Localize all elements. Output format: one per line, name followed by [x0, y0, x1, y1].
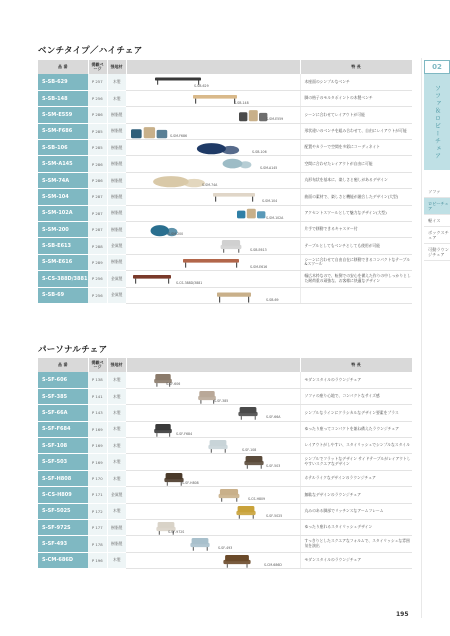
product-image [238, 108, 268, 123]
feature-text: 配置やカラーで空間を多彩にコーディネイト [300, 140, 412, 156]
product-image [216, 488, 242, 503]
product-image-label: S-SF-108 [242, 448, 257, 453]
product-code: S-SM-102A [38, 205, 88, 221]
product-image-label: S-CM-686D [264, 562, 282, 567]
page-ref: P 143 [88, 405, 107, 421]
side-nav [424, 186, 450, 261]
page-ref: P 285 [88, 123, 107, 139]
product-image-label: S-SM-102A [266, 215, 284, 220]
table-row [38, 238, 412, 254]
product-code: S-SB-69 [38, 287, 88, 303]
material: 木製 [107, 90, 126, 106]
page-ref: P 286 [88, 156, 107, 172]
material: 木製 [107, 421, 126, 437]
product-image-label: S-SF-5025 [266, 513, 283, 518]
product-image-label: S-SM-E559 [266, 117, 284, 122]
page-ref: P 287 [88, 222, 107, 238]
product-image-label: S-SB-E613 [250, 248, 267, 253]
product-image-label: S-SF-493 [218, 546, 233, 551]
material: 樹脂製 [107, 123, 126, 139]
material: 金属製 [107, 238, 126, 254]
product-image [236, 406, 260, 421]
product-image [222, 157, 252, 170]
material: 木製 [107, 74, 126, 90]
material: 樹脂製 [107, 254, 126, 270]
material: 樹脂製 [107, 156, 126, 172]
product-code: S-CS-H809 [38, 487, 88, 503]
product-image-label: S-SF-606 [166, 382, 181, 386]
material: 木製 [107, 388, 126, 404]
side-nav-item[interactable]: ボックスチェア [424, 227, 450, 244]
page-ref: P 196 [88, 552, 107, 568]
feature-text: ホテルライクなデザインのラウンジチェア [300, 470, 412, 486]
product-image-cell [126, 172, 300, 188]
product-image [212, 190, 256, 203]
feature-text: 曲面の素材で、楽しさと機能が融合したデザイン(大型) [300, 189, 412, 205]
product-code: S-SF-972S [38, 520, 88, 536]
page-number: 195 [396, 611, 409, 618]
product-image [196, 141, 240, 156]
product-image [182, 256, 240, 269]
product-image [220, 554, 254, 569]
header-material: 張地材 [107, 358, 126, 372]
product-image [234, 505, 258, 520]
feature-text: モダンスタイルのラウンジチェア [300, 552, 412, 568]
feature-text: ゆったり座ってコンパクトを兼ね備えたラウンジチェア [300, 421, 412, 437]
side-nav-item[interactable]: ロビーチェア [424, 198, 450, 215]
table-row [38, 438, 412, 454]
page-ref: P 141 [88, 388, 107, 404]
table-row [38, 205, 412, 221]
table-row [38, 90, 412, 106]
product-image-cell [126, 140, 300, 156]
table-row [38, 405, 412, 421]
product-code: S-SF-66A [38, 405, 88, 421]
page-ref: P 170 [88, 470, 107, 486]
product-image-label: S-SB-629 [194, 84, 209, 88]
product-image [130, 125, 168, 140]
header-image [126, 358, 300, 372]
product-code: S-SM-104 [38, 189, 88, 205]
product-image-cell [126, 156, 300, 172]
material: 木製 [107, 372, 126, 388]
feature-text: アクセントスツールとして魅力なデザイン(大型) [300, 205, 412, 221]
product-code: S-SF-5025 [38, 503, 88, 519]
feature-text: 空間に合わせたレイアウトが自由に可能 [300, 156, 412, 172]
page-ref: P 138 [88, 372, 107, 388]
product-image [152, 174, 206, 189]
table-row [38, 520, 412, 536]
side-index [424, 60, 450, 261]
product-image [132, 272, 172, 285]
product-code: S-SF-H808 [38, 470, 88, 486]
product-image-label: S-SM-E616 [250, 264, 268, 269]
material: 樹脂製 [107, 107, 126, 123]
product-code: S-SB-629 [38, 74, 88, 90]
product-code: S-SB-E613 [38, 238, 88, 254]
feature-text: シンプルなラインにクラシカルなデザイン要素をプラス [300, 405, 412, 421]
page-ref: P 177 [88, 520, 107, 536]
page-ref: P 287 [88, 189, 107, 205]
product-image-cell [126, 405, 300, 421]
feature-text: シーンに合わせてレイアウトが可能 [300, 107, 412, 123]
personal-section-title: パーソナルチェア [38, 345, 108, 355]
product-image-cell [126, 254, 300, 270]
product-image [236, 207, 266, 220]
product-image-cell [126, 222, 300, 238]
header-page: 掲載ページ [88, 60, 107, 74]
table-row [38, 372, 412, 388]
product-image-cell [126, 421, 300, 437]
product-image-cell [126, 189, 300, 205]
product-image [206, 439, 230, 454]
product-image-label: S-SF-385 [214, 398, 229, 403]
product-code: S-SM-E559 [38, 107, 88, 123]
product-code: S-SM-74A [38, 172, 88, 188]
feature-text: シンプルでフラットなデザイン サイドテーブルがレイアウトしやすいスクエアなデザイン [300, 454, 412, 470]
product-image-cell [126, 107, 300, 123]
material: 木製 [107, 503, 126, 519]
header-feature: 特 長 [300, 60, 412, 74]
chapter-title: ソファ＆ロビーチェア [433, 84, 441, 160]
table-row [38, 421, 412, 437]
chapter-number: 02 [424, 60, 450, 74]
product-image-label: S-SM-200 [168, 232, 184, 237]
table-row [38, 156, 412, 172]
material: 金属製 [107, 287, 126, 303]
page-ref: P 288 [88, 238, 107, 254]
table-row [38, 388, 412, 404]
table-row [38, 287, 412, 303]
bench-table [38, 60, 413, 304]
page-ref: P 289 [88, 254, 107, 270]
table-row [38, 222, 412, 238]
product-image-cell [126, 536, 300, 552]
product-image-cell [126, 287, 300, 303]
product-image [242, 455, 266, 470]
header-image [126, 60, 300, 74]
table-row [38, 107, 412, 123]
product-image-cell [126, 470, 300, 486]
material: 木製 [107, 438, 126, 454]
table-row [38, 552, 412, 568]
product-image-cell [126, 238, 300, 254]
page-ref: P 286 [88, 172, 107, 188]
header-material: 張地材 [107, 60, 126, 74]
feature-text: テーブルとしてもベンチとしても使用が可能 [300, 238, 412, 254]
product-image-cell [126, 74, 300, 90]
side-nav-item[interactable]: ソファ [424, 186, 450, 198]
product-image-label: S-SB-106 [252, 150, 267, 155]
page-ref: P 257 [88, 74, 107, 90]
product-image-cell [126, 520, 300, 536]
material: 金属製 [107, 271, 126, 287]
table-row [38, 123, 412, 139]
page-ref: P 169 [88, 454, 107, 470]
table-row [38, 487, 412, 503]
feature-text: シーンに合わせて自由自在に移動できるコンパクトなテーブル&スツール [300, 254, 412, 270]
material: 樹脂製 [107, 172, 126, 188]
material: 樹脂製 [107, 140, 126, 156]
page-ref: P 256 [88, 90, 107, 106]
material: 金属製 [107, 487, 126, 503]
product-image-cell [126, 90, 300, 106]
product-code: S-SF-108 [38, 438, 88, 454]
product-image-cell [126, 372, 300, 388]
product-code: S-SF-503 [38, 454, 88, 470]
bench-header-row [38, 60, 412, 74]
feature-text: 丸形布状を基本に、楽しさと癒しがあるデザイン [300, 172, 412, 188]
page-ref: P 285 [88, 140, 107, 156]
table-row [38, 503, 412, 519]
product-image-cell [126, 438, 300, 454]
side-nav-item[interactable]: 軽イス [424, 215, 450, 227]
product-image-label: S-SM-F686 [170, 133, 188, 138]
table-row [38, 140, 412, 156]
header-code: 品 番 [38, 60, 88, 74]
page-ref: P 169 [88, 438, 107, 454]
product-code: S-SB-106 [38, 140, 88, 156]
product-image-label: S-SM-A145 [260, 166, 278, 171]
product-code: S-SF-385 [38, 388, 88, 404]
product-image-label: S-SF-972S [168, 530, 185, 535]
product-image-label: S-SM-74A [202, 182, 218, 187]
chapter-title-bar [424, 74, 450, 170]
page-ref: P 286 [88, 107, 107, 123]
page-ref: P 178 [88, 536, 107, 552]
material: 樹脂製 [107, 189, 126, 205]
material: 木製 [107, 405, 126, 421]
feature-text: モダンスタイルのラウンジチェア [300, 372, 412, 388]
side-divider [421, 58, 422, 618]
product-image [192, 92, 238, 105]
product-image-cell [126, 205, 300, 221]
product-image-label: S-SB-69 [266, 297, 279, 302]
product-image-label: S-SM-104 [262, 199, 278, 204]
feature-text: レイアウトがしやすい、スタイリッシュでシンプルなスタイル [300, 438, 412, 454]
feature-text: すっきりとしたスクエアなフォルムで、スタイリッシュな雰囲気を演出 [300, 536, 412, 552]
product-image-cell [126, 552, 300, 568]
table-row [38, 271, 412, 287]
product-image [216, 289, 252, 304]
product-image-cell [126, 123, 300, 139]
feature-text: 幅広木枠なので、転倒での安心を備えた作りの中しっかりとした耐荷重の頑強な、お客様に快適なデザイン [300, 271, 412, 287]
feature-text: 脚の格子のモルタポイントの木製ベンチ [300, 90, 412, 106]
product-code: S-SB-148 [38, 90, 88, 106]
product-image [188, 537, 212, 552]
header-feature: 特 長 [300, 358, 412, 372]
product-code: S-SM-F686 [38, 123, 88, 139]
product-image-label: S-SF-66A [266, 415, 281, 420]
bench-table-body [38, 74, 412, 303]
feature-text: ゆったり座れるスタイリッシュデザイン [300, 520, 412, 536]
feature-text: 形状違いのベンチを組み合わせて、自由にレイアウトが可能 [300, 123, 412, 139]
page-ref: P 256 [88, 287, 107, 303]
product-image-label: S-SF-F684 [176, 431, 193, 436]
material: 木製 [107, 552, 126, 568]
feature-text: ソファの座り心地で、コンパクトなサイズ感 [300, 388, 412, 404]
product-image-cell [126, 271, 300, 287]
product-image-label: S-SF-503 [266, 464, 281, 469]
product-image [152, 423, 174, 438]
bench-section-title: ベンチタイプ／ハイチェア [38, 46, 143, 56]
product-code: S-CM-686D [38, 552, 88, 568]
feature-text [300, 287, 412, 303]
material: 木製 [107, 470, 126, 486]
product-code: S-SM-A145 [38, 156, 88, 172]
personal-header-row [38, 358, 412, 372]
product-image-label: S-SF-H808 [182, 480, 199, 485]
table-row [38, 454, 412, 470]
table-row [38, 189, 412, 205]
page-ref: P 256 [88, 271, 107, 287]
table-row [38, 254, 412, 270]
product-image [218, 239, 244, 254]
feature-text: 丸みのある脚部でリッチンスなアームフレーム [300, 503, 412, 519]
table-row [38, 172, 412, 188]
side-nav-item[interactable]: 可動ラウンジチェア [424, 244, 450, 261]
header-page: 掲載ページ [88, 358, 107, 372]
product-image-label: S-CS-H809 [248, 497, 266, 502]
product-image-cell [126, 487, 300, 503]
material: 樹脂製 [107, 520, 126, 536]
product-image-cell [126, 388, 300, 404]
material: 木製 [107, 454, 126, 470]
product-code: S-SF-F684 [38, 421, 88, 437]
product-image-label: S-CS-388D/3881 [176, 281, 203, 286]
product-code: S-SF-493 [38, 536, 88, 552]
product-code: S-SF-606 [38, 372, 88, 388]
page-ref: P 169 [88, 421, 107, 437]
page-ref: P 287 [88, 205, 107, 221]
feature-text: 片手で移動できるキャスター付 [300, 222, 412, 238]
header-code: 品 番 [38, 358, 88, 372]
material: 樹脂製 [107, 536, 126, 552]
product-code: S-CS-388D/3881 [38, 271, 88, 287]
table-row [38, 74, 412, 90]
product-image-cell [126, 503, 300, 519]
page-ref: P 172 [88, 503, 107, 519]
feature-text: 木座面のシンプルなベンチ [300, 74, 412, 90]
table-row [38, 536, 412, 552]
product-code: S-SM-E616 [38, 254, 88, 270]
page-ref: P 171 [88, 487, 107, 503]
table-row [38, 470, 412, 486]
material: 樹脂製 [107, 205, 126, 221]
personal-table [38, 358, 413, 569]
product-code: S-SM-200 [38, 222, 88, 238]
product-image-label: S-SB-148 [234, 100, 249, 105]
feature-text: 無駄なデザインのラウンジチェア [300, 487, 412, 503]
material: 樹脂製 [107, 222, 126, 238]
product-image-cell [126, 454, 300, 470]
personal-table-body [38, 372, 412, 569]
